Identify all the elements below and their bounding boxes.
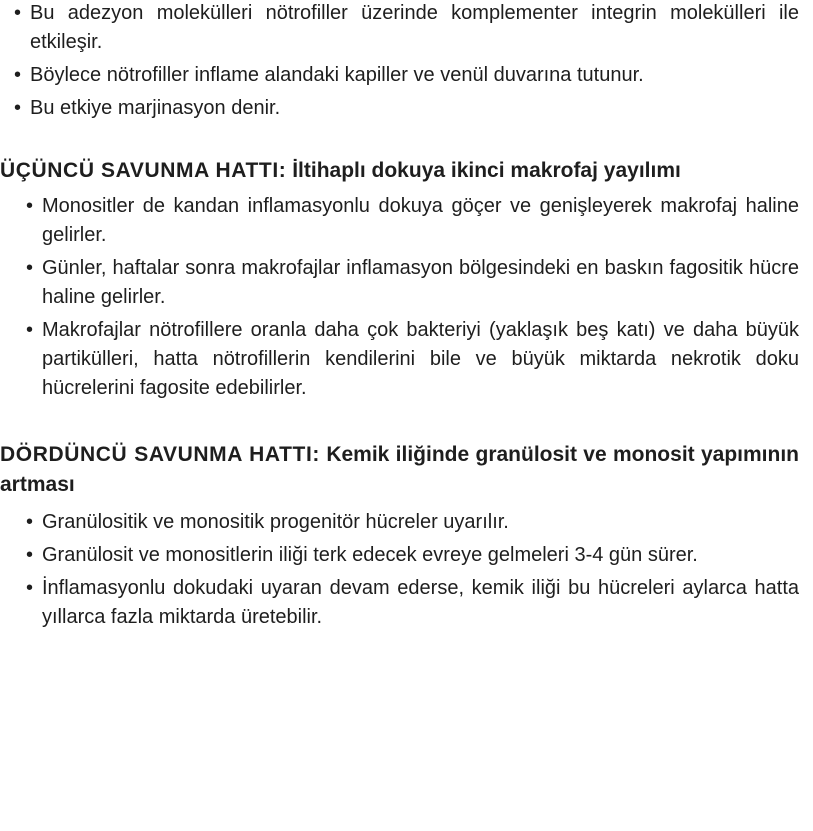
third-defense-bullet-1: • Monositler de kandan inflamasyonlu dokuya göçer ve genişleyerek makrofaj haline gelirler. bbox=[42, 192, 799, 250]
intro-bullet-3: • Bu etkiye marjinasyon denir. bbox=[30, 94, 799, 123]
third-defense-bullet-3: • Makrofajlar nötrofillere oranla daha çok bakteriyi (yaklaşık beş katı) ve daha büyük partikülleri, hatta nötrofillerin kendilerini bile ve büyük miktarda nekrotik doku hücrelerini fagosite edebilirler. bbox=[42, 316, 799, 403]
fourth-defense-bullet-3: • İnflamasyonlu dokudaki uyaran devam ederse, kemik iliği bu hücreleri aylarca hatta yıllarca fazla miktarda üretebilir. bbox=[42, 574, 799, 632]
intro-bullet-list bbox=[0, 0, 799, 123]
fourth-defense-bullet-2: • Granülosit ve monositlerin iliği terk edecek evreye gelmeleri 3-4 gün sürer. bbox=[42, 541, 799, 570]
fourth-defense-heading-lead: DÖRDÜNCÜ SAVUNMA HATTI: bbox=[0, 443, 321, 466]
third-defense-heading bbox=[0, 156, 799, 186]
third-defense-heading-lead: ÜÇÜNCÜ SAVUNMA HATTI: bbox=[0, 159, 287, 182]
intro-bullet-2: • Böylece nötrofiller inflame alandaki kapiller ve venül duvarına tutunur. bbox=[30, 61, 799, 90]
fourth-defense-bullet-1: • Granülositik ve monositik progenitör hücreler uyarılır. bbox=[42, 508, 799, 537]
intro-bullet-1: • Bu adezyon molekülleri nötrofiller üzerinde komplementer integrin molekülleri ile etkileşir. bbox=[30, 0, 799, 57]
fourth-defense-heading-rest: Kemik iliğinde granülosit ve monosit yapımının artması bbox=[0, 443, 799, 496]
third-defense-bullet-2: • Günler, haftalar sonra makrofajlar inflamasyon bölgesindeki en baskın fagositik hücre haline gelirler. bbox=[42, 254, 799, 312]
fourth-defense-bullet-list bbox=[0, 508, 799, 632]
third-defense-heading-rest: İltihaplı dokuya ikinci makrofaj yayılımı bbox=[286, 159, 681, 182]
third-defense-bullet-list bbox=[0, 192, 799, 403]
fourth-defense-heading bbox=[0, 440, 799, 500]
